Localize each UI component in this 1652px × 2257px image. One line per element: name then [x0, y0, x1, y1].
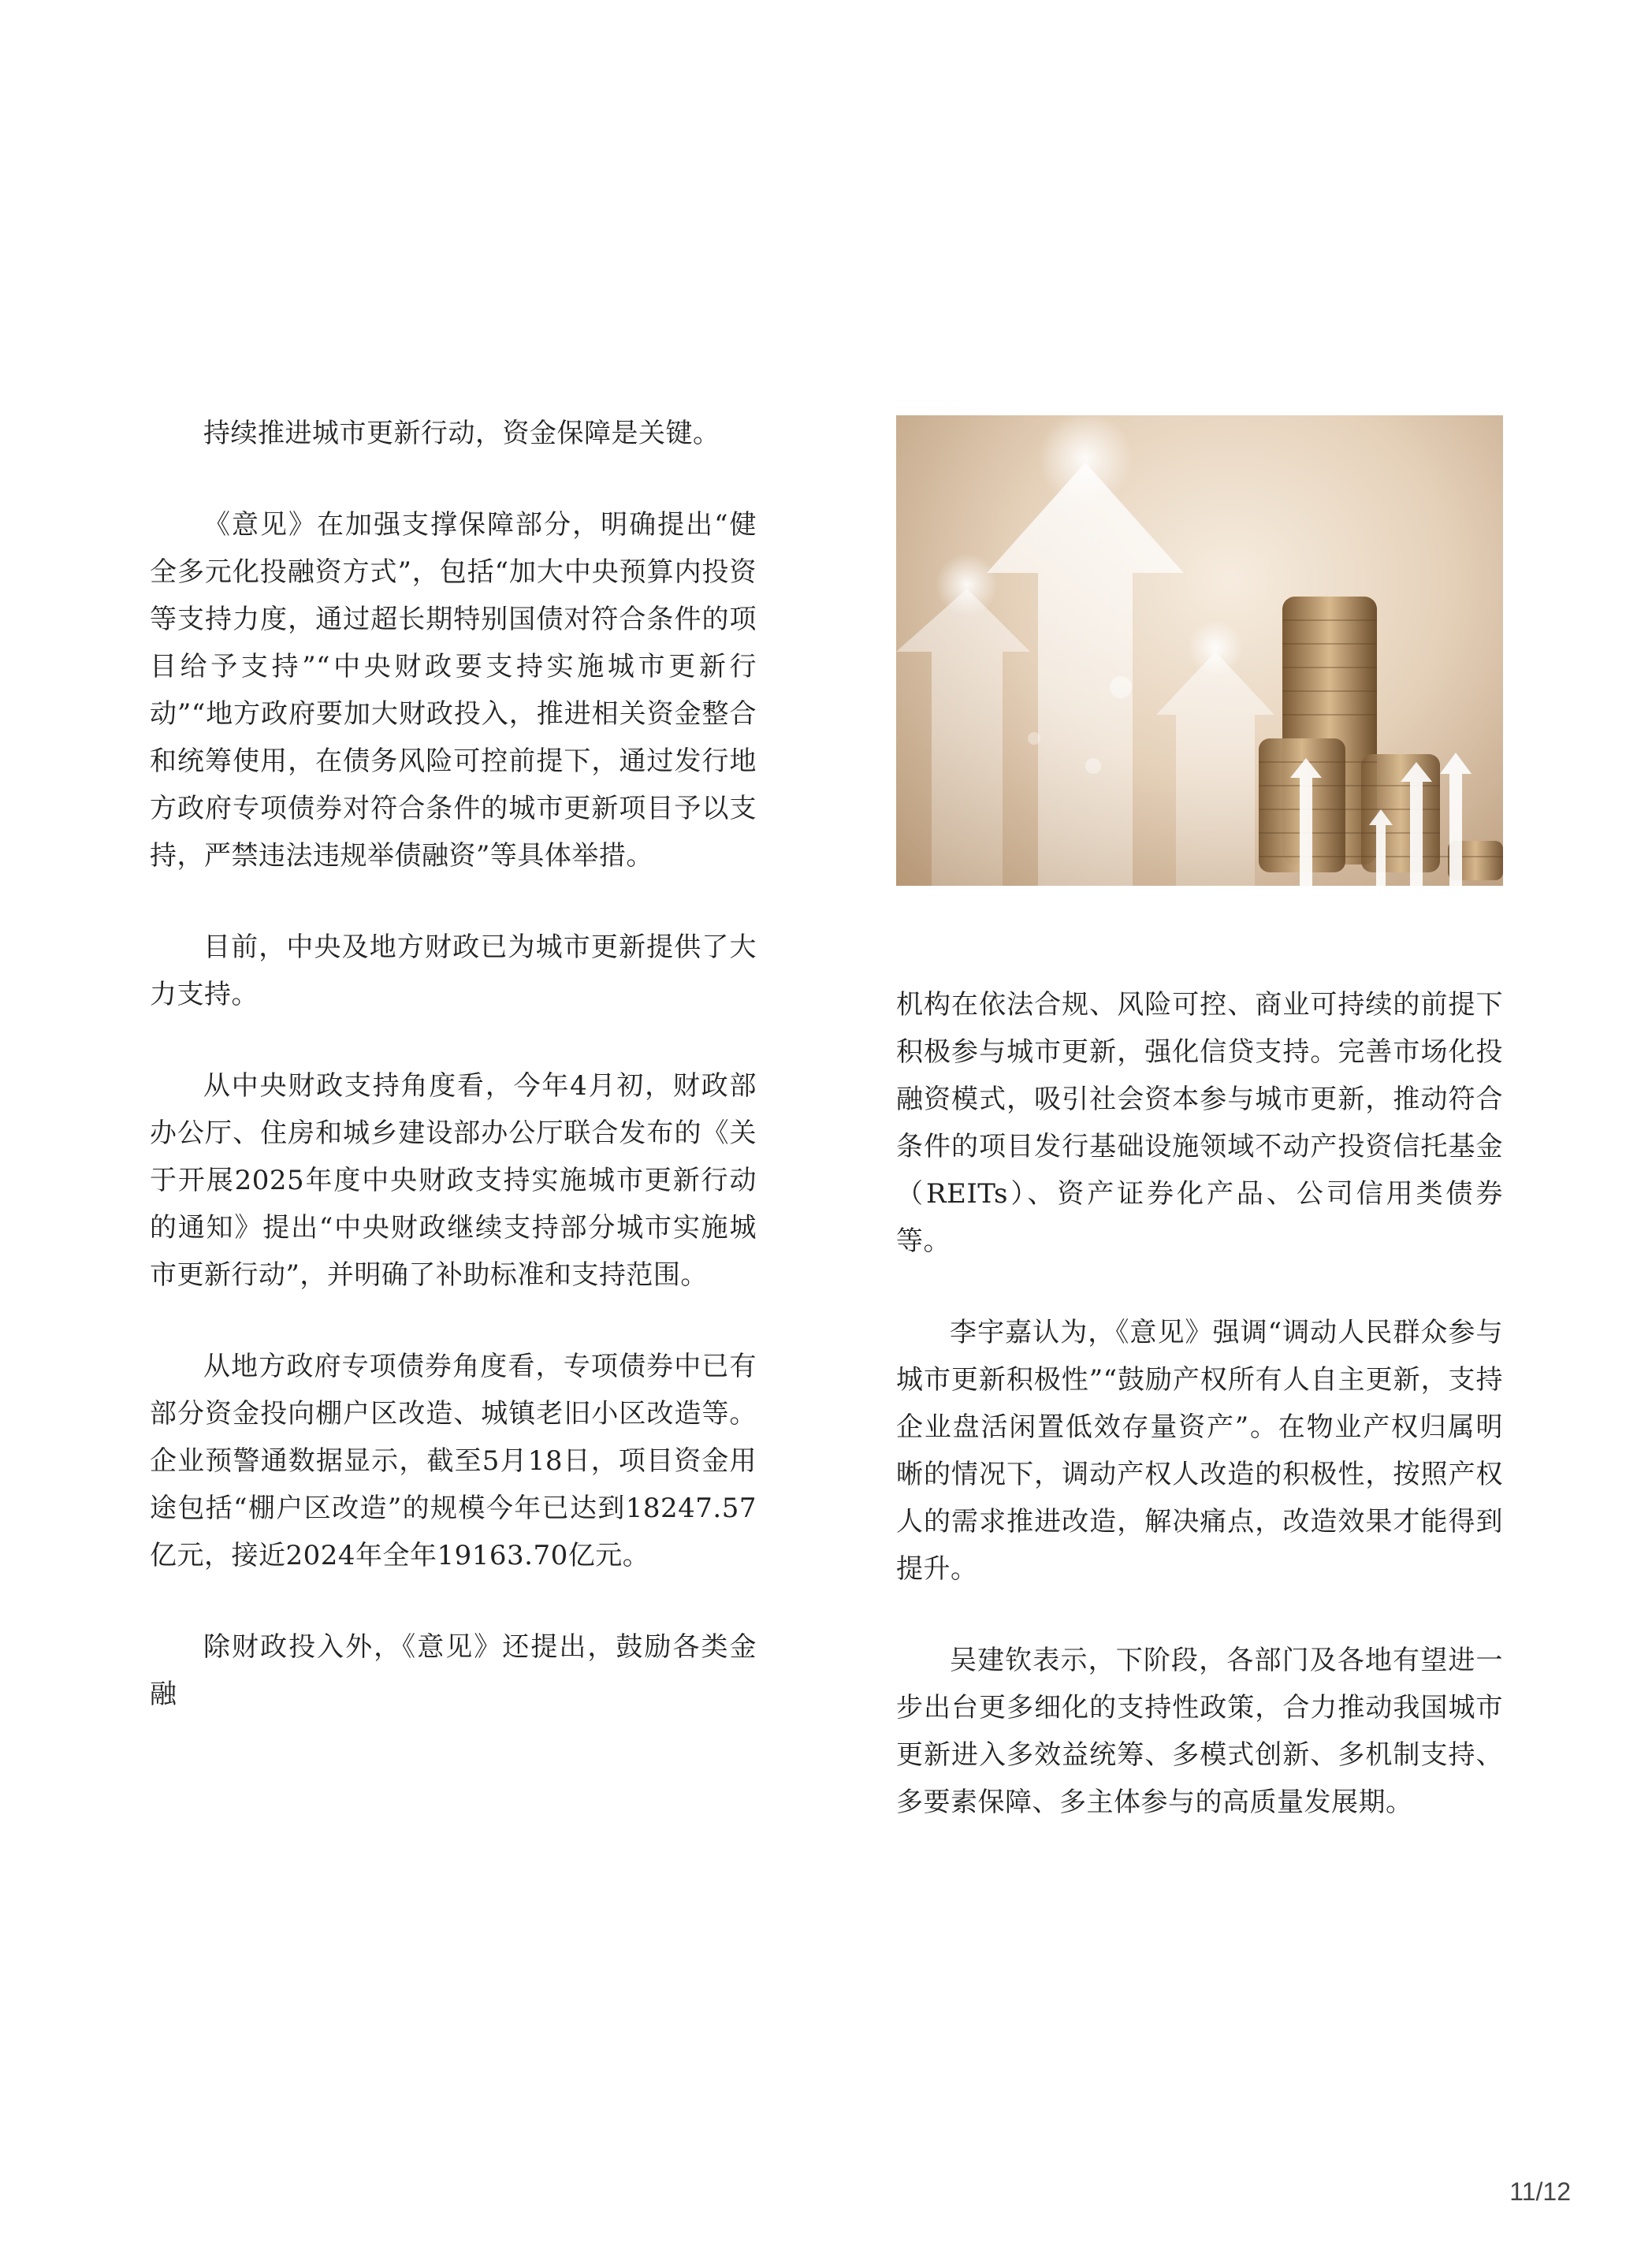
paragraph: 目前，中央及地方财政已为城市更新提供了大力支持。 [150, 931, 757, 1010]
left-column [150, 410, 757, 1762]
paragraph: 从地方政府专项债券角度看，专项债券中已有部分资金投向棚户区改造、城镇老旧小区改造等。企业预警通数据显示，截至5月18日，项目资金用途包括“棚户区改造”的规模今年已达到18247.57亿元，接近2024年全年19163.70亿元。 [150, 1351, 757, 1571]
paragraph: 吴建钦表示，下阶段，各部门及各地有望进一步出台更多细化的支持性政策，合力推动我国城市更新进入多效益统筹、多模式创新、多机制支持、多要素保障、多主体参与的高质量发展期。 [896, 1645, 1503, 1818]
page-number: 11/12 [1509, 2177, 1571, 2206]
paragraph: 除财政投入外，《意见》还提出，鼓励各类金融 [150, 1631, 757, 1710]
arrow-shape [896, 589, 1030, 886]
finance-growth-photo [896, 415, 1503, 886]
arrows-and-coins-illustration [896, 415, 1503, 886]
arrow-shape [1156, 652, 1274, 886]
paragraph: 从中央财政支持角度看，今年4月初，财政部办公厅、住房和城乡建设部办公厅联合发布的《关于开展2025年度中央财政支持实施城市更新行动的通知》提出“中央财政继续支持部分城市实施城市更新行动”，并明确了补助标准和支持范围。 [150, 1070, 757, 1291]
paragraph: 《意见》在加强支撑保障部分，明确提出“健全多元化投融资方式”，包括“加大中央预算内投资等支持力度，通过超长期特别国债对符合条件的项目给予支持”“中央财政要支持实施城市更新行动”“地方政府要加大财政投入，推进相关资金整合和统筹使用，在债务风险可控前提下，通过发行地方政府专项债券对符合条件的城市更新项目予以支持，严禁违法违规举债融资”等具体举措。 [150, 509, 757, 872]
paragraph: 持续推进城市更新行动，资金保障是关键。 [203, 418, 720, 449]
right-column [896, 981, 1503, 1870]
paragraph: 机构在依法合规、风险可控、商业可持续的前提下积极参与城市更新，强化信贷支持。完善市场化投融资模式，吸引社会资本参与城市更新，推动符合条件的项目发行基础设施领域不动产投资信托基金（REITs）、资产证券化产品、公司信用类债券等。 [896, 989, 1503, 1257]
paragraph: 李宇嘉认为，《意见》强调“调动人民群众参与城市更新积极性”“鼓励产权所有人自主更新，支持企业盘活闲置低效存量资产”。在物业产权归属明晰的情况下，调动产权人改造的积极性，按照产权人的需求推进改造，解决痛点，改造效果才能得到提升。 [896, 1317, 1503, 1585]
arrow-shape [987, 463, 1184, 886]
